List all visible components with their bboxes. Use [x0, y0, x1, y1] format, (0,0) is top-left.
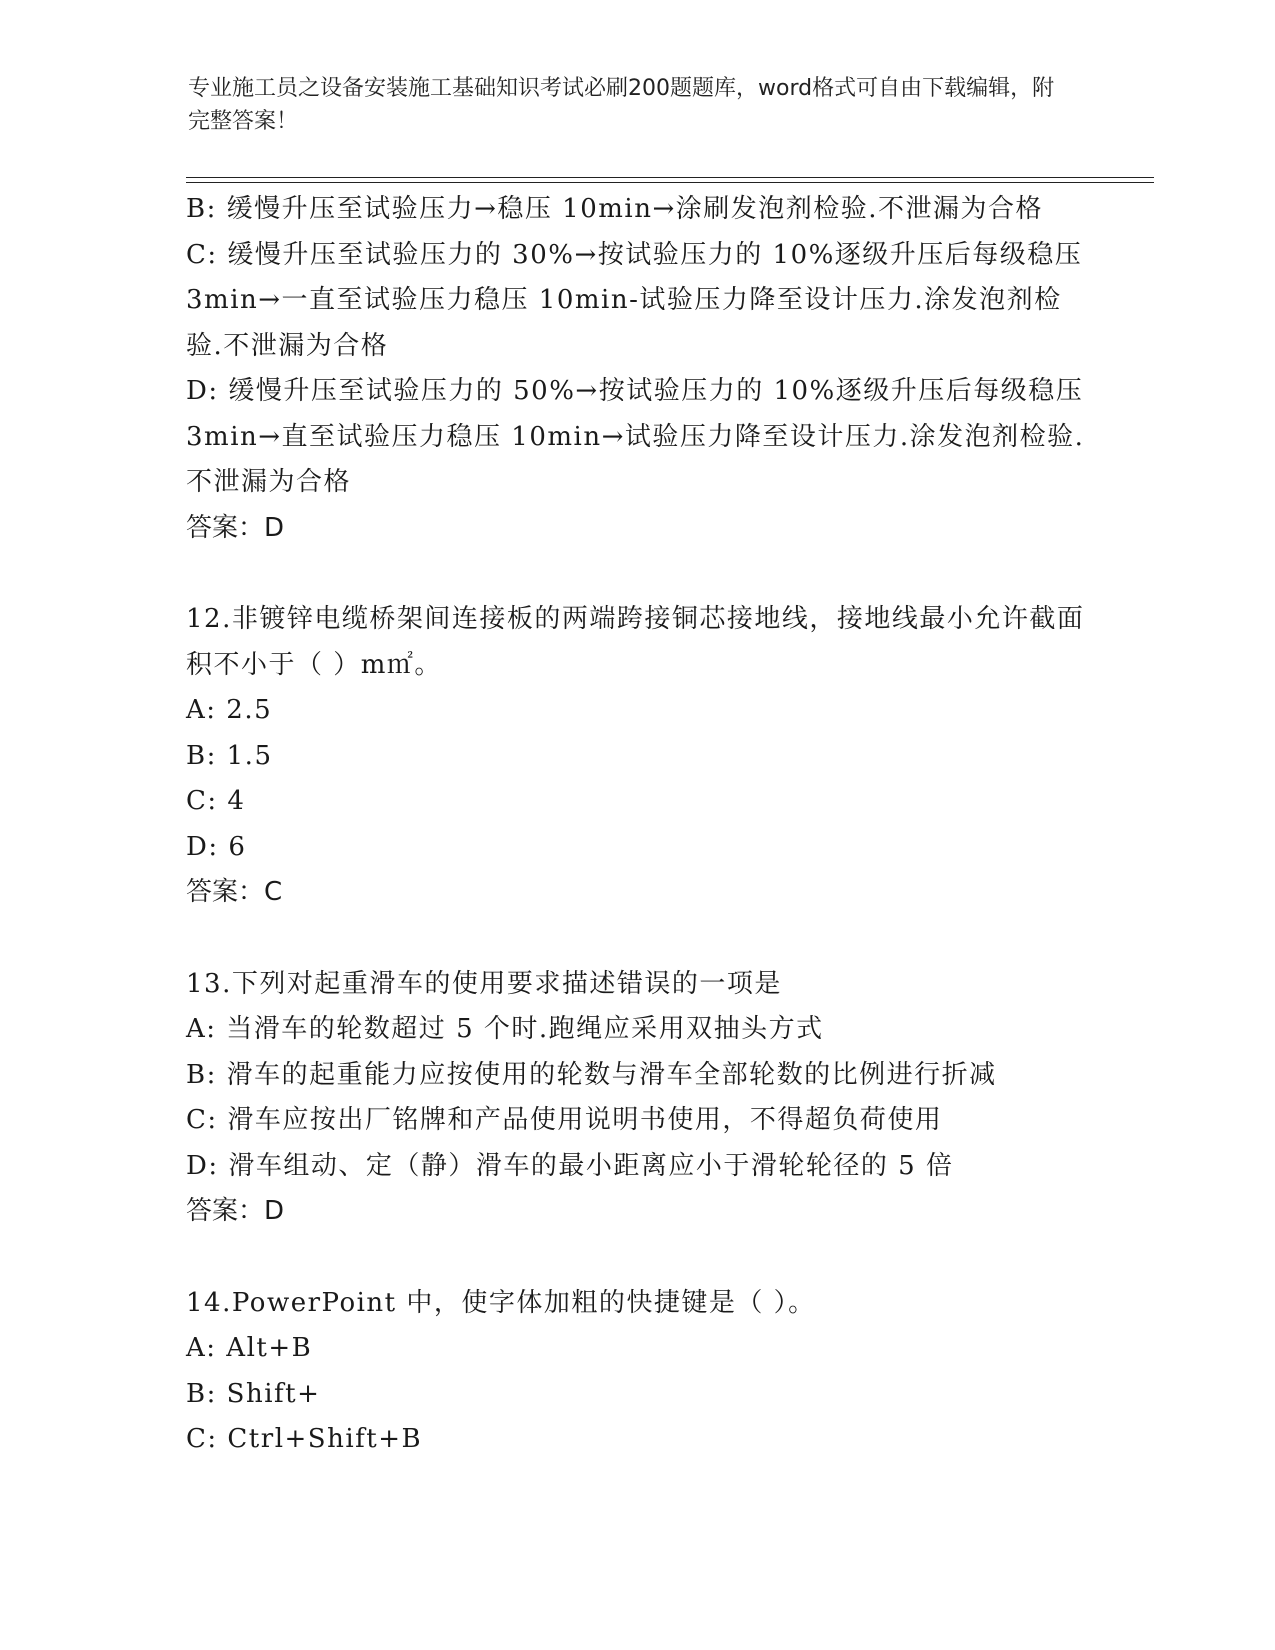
option-a: A: 当滑车的轮数超过 5 个时.跑绳应采用双抽头方式: [186, 1014, 824, 1044]
header-divider-bottom: [186, 182, 1154, 183]
document-body: [186, 187, 1086, 1463]
option-a: A: Alt+B: [186, 1333, 313, 1363]
option-c: C: 滑车应按出厂铭牌和产品使用说明书使用，不得超负荷使用: [186, 1105, 943, 1135]
option-d: D: 6: [186, 831, 247, 862]
option-c: C: 4: [186, 786, 246, 816]
question-14: [186, 1281, 1086, 1463]
option-c: C: Ctrl+Shift+B: [186, 1424, 423, 1454]
question-11: [186, 187, 1086, 551]
answer: 答案：D: [186, 1196, 285, 1226]
option-b: B: 缓慢升压至试验压力→稳压 10min→涂刷发泡剂检验.不泄漏为合格: [186, 194, 1044, 224]
question-stem: 13.下列对起重滑车的使用要求描述错误的一项是: [186, 968, 782, 999]
option-b: B: Shift+: [186, 1378, 321, 1409]
question-12: [186, 597, 1086, 916]
question-stem: 14.PowerPoint 中，使字体加粗的快捷键是（ ）。: [186, 1287, 816, 1318]
option-d: D: 缓慢升压至试验压力的 50%→按试验压力的 10%逐级升压后每级稳压 3min→直至试验压力稳压 10min→试验压力降至设计压力.涂发泡剂检验.不泄漏为合格: [186, 376, 1085, 497]
answer: 答案：D: [186, 512, 285, 543]
answer: 答案：C: [186, 877, 283, 907]
question-13: [186, 962, 1086, 1235]
option-a: A: 2.5: [186, 695, 273, 725]
option-b: B: 1.5: [186, 740, 273, 771]
option-d: D: 滑车组动、定（静）滑车的最小距离应小于滑轮轮径的 5 倍: [186, 1150, 954, 1181]
option-b: B: 滑车的起重能力应按使用的轮数与滑车全部轮数的比例进行折减: [186, 1059, 997, 1090]
document-header: 专业施工员之设备安装施工基础知识考试必刷200题题库，word格式可自由下载编辑，附完整答案！: [188, 76, 1055, 134]
question-stem: 12.非镀锌电缆桥架间连接板的两端跨接铜芯接地线，接地线最小允许截面积不小于（ ）m㎡。: [186, 604, 1085, 680]
option-c: C: 缓慢升压至试验压力的 30%→按试验压力的 10%逐级升压后每级稳压 3min→一直至试验压力稳压 10min-试验压力降至设计压力.涂发泡剂检验.不泄漏为合格: [186, 239, 1083, 361]
header-divider-top: [186, 177, 1154, 178]
